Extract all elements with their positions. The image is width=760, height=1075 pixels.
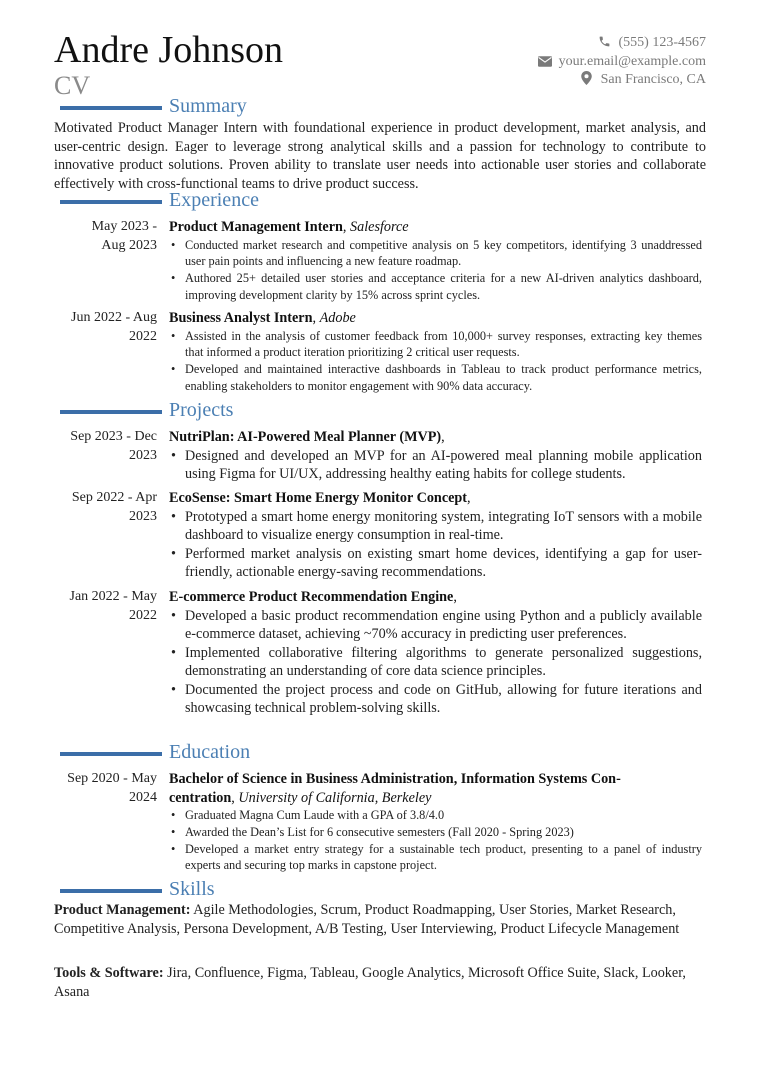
summary-section xyxy=(0,95,760,120)
entry-bullets xyxy=(169,508,702,582)
section-accent-bar xyxy=(60,200,162,204)
entry-date xyxy=(40,588,157,625)
section-accent-bar xyxy=(60,106,162,110)
section-accent-bar xyxy=(60,752,162,756)
entry-title: E-commerce Product Recommendation Engine, xyxy=(169,589,457,605)
entry-date xyxy=(40,309,157,346)
summary-title: Summary xyxy=(169,95,247,117)
summary-text: Motivated Product Manager Intern with foundational experience in product development, market analysis, and user-centric design. Eager to leverage strong analytical skills and a passion for technology to contribute to innovative product solutions. Proven ability to translate user needs into actionable user stories and collaborate effectively with cross-functional teams to drive product success. xyxy=(54,120,706,192)
entry-body xyxy=(169,218,702,304)
bullet-item: • Developed and maintained interactive dashboards in Tableau to track product performance metrics, enabling stakeholders to monitor engagement with 90% data accuracy. xyxy=(169,361,702,395)
entry-bullets xyxy=(169,447,702,484)
entry-date xyxy=(40,489,157,526)
degree-title: Bachelor of Science in Business Administration, Information Systems Con- xyxy=(169,771,621,787)
bullet-item: • Designed and developed an MVP for an AI-powered meal planning mobile application using Figma for UI/UX, addressing healthy eating habits for college students. xyxy=(169,447,702,484)
degree-title-cont: centration xyxy=(169,789,232,806)
date-start: May 2023 - xyxy=(91,219,157,234)
experience-header xyxy=(0,189,760,214)
summary-header xyxy=(0,95,760,120)
bullet-item: • Graduated Magna Cum Laude with a GPA of 3.8/4.0 xyxy=(169,807,702,824)
contact-email-row xyxy=(537,52,706,71)
education-header xyxy=(0,741,760,766)
date-start: Jun 2022 - Aug xyxy=(71,310,157,325)
section-accent-bar xyxy=(60,410,162,414)
job-role: Business Analyst Intern xyxy=(169,310,313,326)
entry-date xyxy=(40,770,157,807)
project-name: NutriPlan: AI-Powered Meal Planner (MVP) xyxy=(169,429,442,445)
contact-location-row xyxy=(537,70,706,89)
job-organization: Adobe xyxy=(319,310,356,326)
entry-title: Product Management Intern, Salesforce xyxy=(169,219,409,235)
document-subtitle: CV xyxy=(54,71,91,100)
entry-body xyxy=(169,428,702,484)
entry-date xyxy=(40,218,157,255)
bullet-item: • Developed a market entry strategy for a sustainable tech product, presenting to a panel of industry experts and securing top marks in capstone project. xyxy=(169,841,702,875)
skills-section xyxy=(0,878,760,903)
entry-body xyxy=(169,588,702,718)
experience-section xyxy=(0,189,760,214)
entry-body xyxy=(169,770,702,874)
education-title: Education xyxy=(169,741,251,763)
date-end: 2023 xyxy=(129,508,157,524)
map-pin-icon xyxy=(579,70,595,89)
date-end: 2023 xyxy=(129,447,157,463)
entry-body xyxy=(169,489,702,582)
education-section xyxy=(0,741,760,766)
contact-block xyxy=(537,33,706,89)
entry-title: Business Analyst Intern, Adobe xyxy=(169,310,356,326)
entry-title: EcoSense: Smart Home Energy Monitor Concept, xyxy=(169,490,471,506)
bullet-item: • Implemented collaborative filtering algorithms to generate personalized suggestions, demonstrating an understanding of core data science principles. xyxy=(169,644,702,681)
date-start: Sep 2020 - May xyxy=(67,771,157,786)
entry-bullets xyxy=(169,607,702,718)
job-organization: Salesforce xyxy=(350,219,409,235)
entry-body xyxy=(169,309,702,395)
skills-header xyxy=(0,878,760,903)
candidate-name: Andre Johnson xyxy=(54,29,284,71)
skills-group-label: Tools & Software: xyxy=(54,965,164,981)
skills-group xyxy=(54,901,706,938)
date-end: Aug 2023 xyxy=(101,237,157,253)
bullet-item: • Assisted in the analysis of customer feedback from 10,000+ survey responses, extracting key themes that informed a product iteration prioritizing 2 critical user requests. xyxy=(169,328,702,362)
experience-title: Experience xyxy=(169,189,259,211)
entry-date xyxy=(40,428,157,465)
contact-phone[interactable]: (555) 123-4567 xyxy=(618,35,706,50)
project-name: EcoSense: Smart Home Energy Monitor Concept xyxy=(169,490,468,506)
date-end: 2024 xyxy=(129,789,157,805)
bullet-item: • Conducted market research and competitive analysis on 5 key competitors, identifying 3 unaddressed user pain points and influencing a new feature roadmap. xyxy=(169,237,702,271)
skills-group-text: Agile Methodologies, Scrum, Product Roadmapping, User Stories, Market Research, Competitive Analysis, Persona Development, A/B Testing, User Interviewing, Product Lifecycle Management xyxy=(54,902,680,937)
skills-title: Skills xyxy=(169,878,215,900)
degree-line xyxy=(169,770,702,789)
date-end: 2022 xyxy=(129,328,157,344)
envelope-icon xyxy=(537,52,553,71)
section-accent-bar xyxy=(60,889,162,893)
school-name: University of California, Berkeley xyxy=(238,789,432,806)
entry-bullets xyxy=(169,237,702,304)
date-end: 2022 xyxy=(129,607,157,623)
date-start: Jan 2022 - May xyxy=(69,589,157,604)
projects-section xyxy=(0,399,760,424)
phone-icon xyxy=(597,33,613,52)
entry-title: NutriPlan: AI-Powered Meal Planner (MVP), xyxy=(169,429,445,445)
contact-location: San Francisco, CA xyxy=(600,72,706,87)
project-name: E-commerce Product Recommendation Engine xyxy=(169,589,454,605)
bullet-item: • Authored 25+ detailed user stories and acceptance criteria for a new AI-driven analytics dashboard, improving development clarity by 15% across sprint cycles. xyxy=(169,270,702,304)
bullet-item: • Performed market analysis on existing smart home devices, identifying a gap for user-friendly, actionable energy-saving recommendations. xyxy=(169,545,702,582)
bullet-item: • Developed a basic product recommendation engine using Python and a publicly available e-commerce dataset, achieving ~70% accuracy in predicting user preferences. xyxy=(169,607,702,644)
entry-bullets xyxy=(169,328,702,395)
bullet-item: • Awarded the Dean’s List for 6 consecutive semesters (Fall 2020 - Spring 2023) xyxy=(169,824,702,841)
skills-group-label: Product Management: xyxy=(54,902,191,918)
bullet-item: • Prototyped a smart home energy monitoring system, integrating IoT sensors with a mobile dashboard to visualize energy consumption in real-time. xyxy=(169,508,702,545)
bullet-item: • Documented the project process and code on GitHub, allowing for future iterations and showcasing technical problem-solving skills. xyxy=(169,681,702,718)
degree-line: centration, University of California, Berkeley xyxy=(169,789,432,806)
entry-bullets xyxy=(169,807,702,874)
job-role: Product Management Intern xyxy=(169,219,343,235)
contact-email[interactable]: your.email@example.com xyxy=(558,53,706,69)
contact-phone-row xyxy=(537,33,706,52)
projects-title: Projects xyxy=(169,399,234,421)
date-start: Sep 2022 - Apr xyxy=(71,490,157,505)
skills-group-text: Jira, Confluence, Figma, Tableau, Google Analytics, Microsoft Office Suite, Slack, Looker, Asana xyxy=(54,965,686,1000)
date-start: Sep 2023 - Dec xyxy=(70,429,157,444)
projects-header xyxy=(0,399,760,424)
skills-group xyxy=(54,964,706,1001)
